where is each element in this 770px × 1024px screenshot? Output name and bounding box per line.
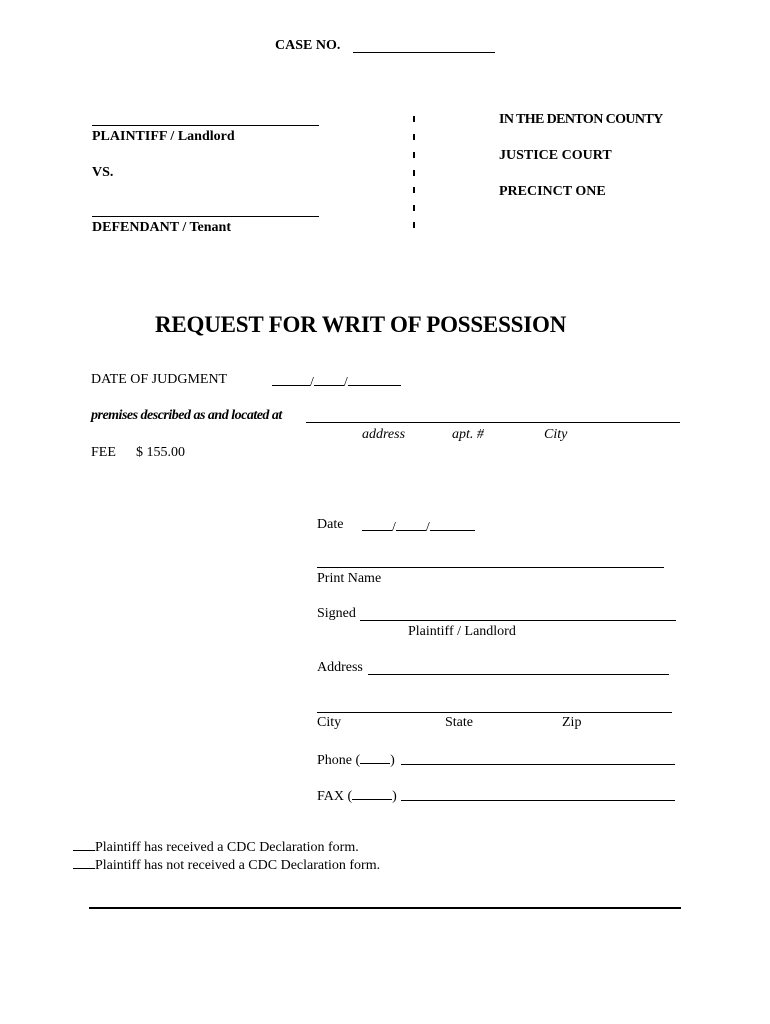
judgment-date-label: DATE OF JUDGMENT: [91, 372, 228, 387]
vs-label: VS.: [92, 165, 114, 180]
city-state-zip-field[interactable]: [317, 712, 672, 713]
sign-date-label: Date: [317, 517, 344, 532]
fax-label: FAX ( ): [317, 786, 397, 805]
fax-number-field[interactable]: [401, 800, 675, 801]
signature-field[interactable]: [360, 620, 676, 621]
fee-amount: $ 155.00: [136, 445, 185, 460]
premises-address-caption: address: [362, 427, 406, 442]
defendant-name-field[interactable]: [92, 216, 319, 217]
premises-city-caption: City: [544, 427, 568, 442]
signed-label: Signed: [317, 606, 356, 621]
state-label: State: [445, 715, 473, 730]
cdc-received-option[interactable]: Plaintiff has received a CDC Declaration form.: [73, 837, 359, 856]
address-field[interactable]: [368, 674, 669, 675]
court-name: JUSTICE COURT: [499, 148, 612, 163]
cdc-received-checkline[interactable]: [73, 837, 95, 851]
bottom-rule: [89, 907, 681, 909]
city-label: City: [317, 715, 342, 730]
phone-number-field[interactable]: [401, 764, 675, 765]
zip-label: Zip: [562, 715, 582, 730]
court-county: IN THE DENTON COUNTY: [499, 112, 663, 127]
print-name-label: Print Name: [317, 571, 382, 586]
phone-area-code-field[interactable]: [360, 750, 390, 764]
plaintiff-label: PLAINTIFF / Landlord: [92, 129, 235, 144]
cdc-not-received-checkline[interactable]: [73, 855, 95, 869]
sign-date-field[interactable]: / /: [362, 517, 475, 536]
judgment-date-field[interactable]: / /: [272, 372, 401, 391]
fee-label: FEE: [91, 445, 116, 460]
page-title: REQUEST FOR WRIT OF POSSESSION: [155, 312, 567, 337]
phone-label: Phone ( ): [317, 750, 395, 769]
plaintiff-name-field[interactable]: [92, 125, 319, 126]
case-no-label: CASE NO.: [275, 38, 341, 53]
signed-caption: Plaintiff / Landlord: [408, 624, 516, 639]
cdc-not-received-option[interactable]: Plaintiff has not received a CDC Declaration form.: [73, 855, 380, 874]
fax-area-code-field[interactable]: [352, 786, 392, 800]
premises-apt-caption: apt. #: [452, 427, 484, 442]
defendant-label: DEFENDANT / Tenant: [92, 220, 232, 235]
court-precinct: PRECINCT ONE: [499, 184, 606, 199]
case-no-field[interactable]: [353, 52, 495, 53]
premises-label: premises described as and located at: [91, 408, 282, 423]
premises-field[interactable]: [306, 422, 680, 423]
print-name-field[interactable]: [317, 567, 664, 568]
address-label: Address: [317, 660, 363, 675]
